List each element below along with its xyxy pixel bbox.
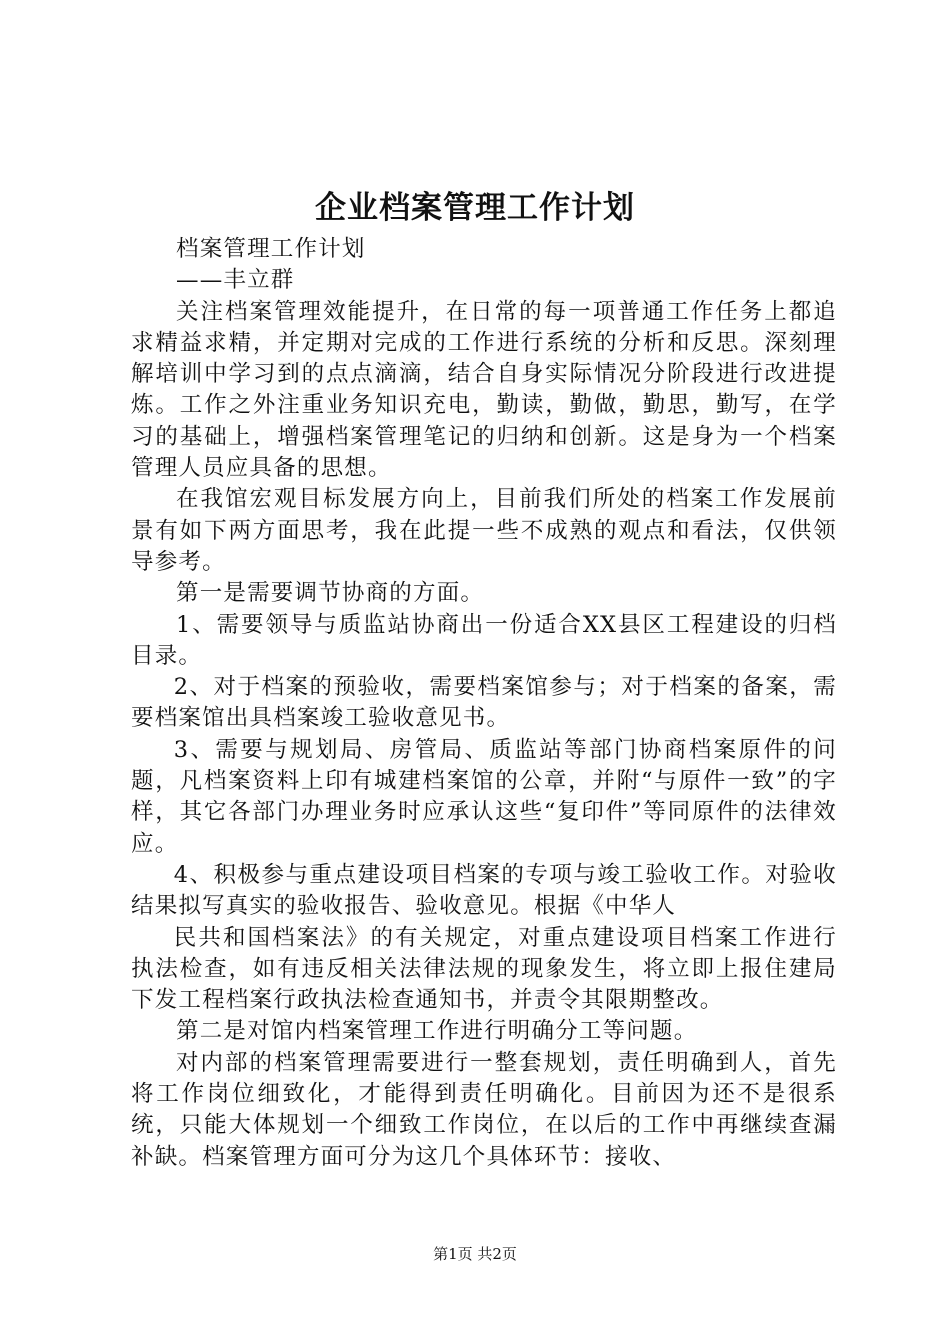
list-item: 1、需要领导与质监站协商出一份适合XX县区工程建设的归档目录。 bbox=[131, 611, 837, 669]
paragraph-author: ——丰立群 bbox=[176, 267, 295, 294]
paragraph: 第一是需要调节协商的方面。 bbox=[176, 580, 485, 607]
paragraph: 关注档案管理效能提升，在日常的每一项普通工作任务上都追求精益求精，并定期对完成的工作进行系统的分析和反思。深刻理解培训中学习到的点点滴滴，结合自身实际情况分阶段进行改进提炼。工作之外注重业务知识充电，勤读，勤做，勤思，勤写，在学习的基础上，增强档案管理笔记的归纳和创新。这是身为一个档案管理人员应具备的思想。 bbox=[131, 298, 837, 482]
paragraph: 民共和国档案法》的有关规定，对重点建设项目档案工作进行执法检查，如有违反相关法律法规的现象发生，将立即上报住建局下发工程档案行政执法检查通知书，并责令其限期整改。 bbox=[131, 924, 837, 1014]
paragraph-subtitle: 档案管理工作计划 bbox=[176, 236, 366, 262]
list-item: 3、需要与规划局、房管局、质监站等部门协商档案原件的问题，凡档案资料上印有城建档案馆的公章，并附“与原件一致”的字样，其它各部门办理业务时应承认这些“复印件”等同原件的法律效应。 bbox=[131, 736, 837, 857]
list-item: 4、积极参与重点建设项目档案的专项与竣工验收工作。对验收结果拟写真实的验收报告、验收意见。根据《中华人 bbox=[131, 861, 837, 920]
paragraph: 第二是对馆内档案管理工作进行明确分工等问题。 bbox=[176, 1018, 698, 1045]
list-item: 2、对于档案的预验收，需要档案馆参与；对于档案的备案，需要档案馆出具档案竣工验收意见书。 bbox=[131, 674, 837, 732]
document-body bbox=[131, 234, 837, 1173]
paragraph: 在我馆宏观目标发展方向上，目前我们所处的档案工作发展前景有如下两方面思考，我在此提一些不成熟的观点和看法，仅供领导参考。 bbox=[131, 486, 837, 575]
page-footer: 第1页 共2页 bbox=[433, 1245, 517, 1263]
paragraph: 对内部的档案管理需要进行一整套规划，责任明确到人，首先将工作岗位细致化，才能得到责任明确化。目前因为还不是很系统，只能大体规划一个细致工作岗位，在以后的工作中再继续查漏补缺。档案管理方面可分为这几个具体环节：接收、 bbox=[131, 1049, 837, 1170]
document-title: 企业档案管理工作计划 bbox=[315, 190, 635, 226]
